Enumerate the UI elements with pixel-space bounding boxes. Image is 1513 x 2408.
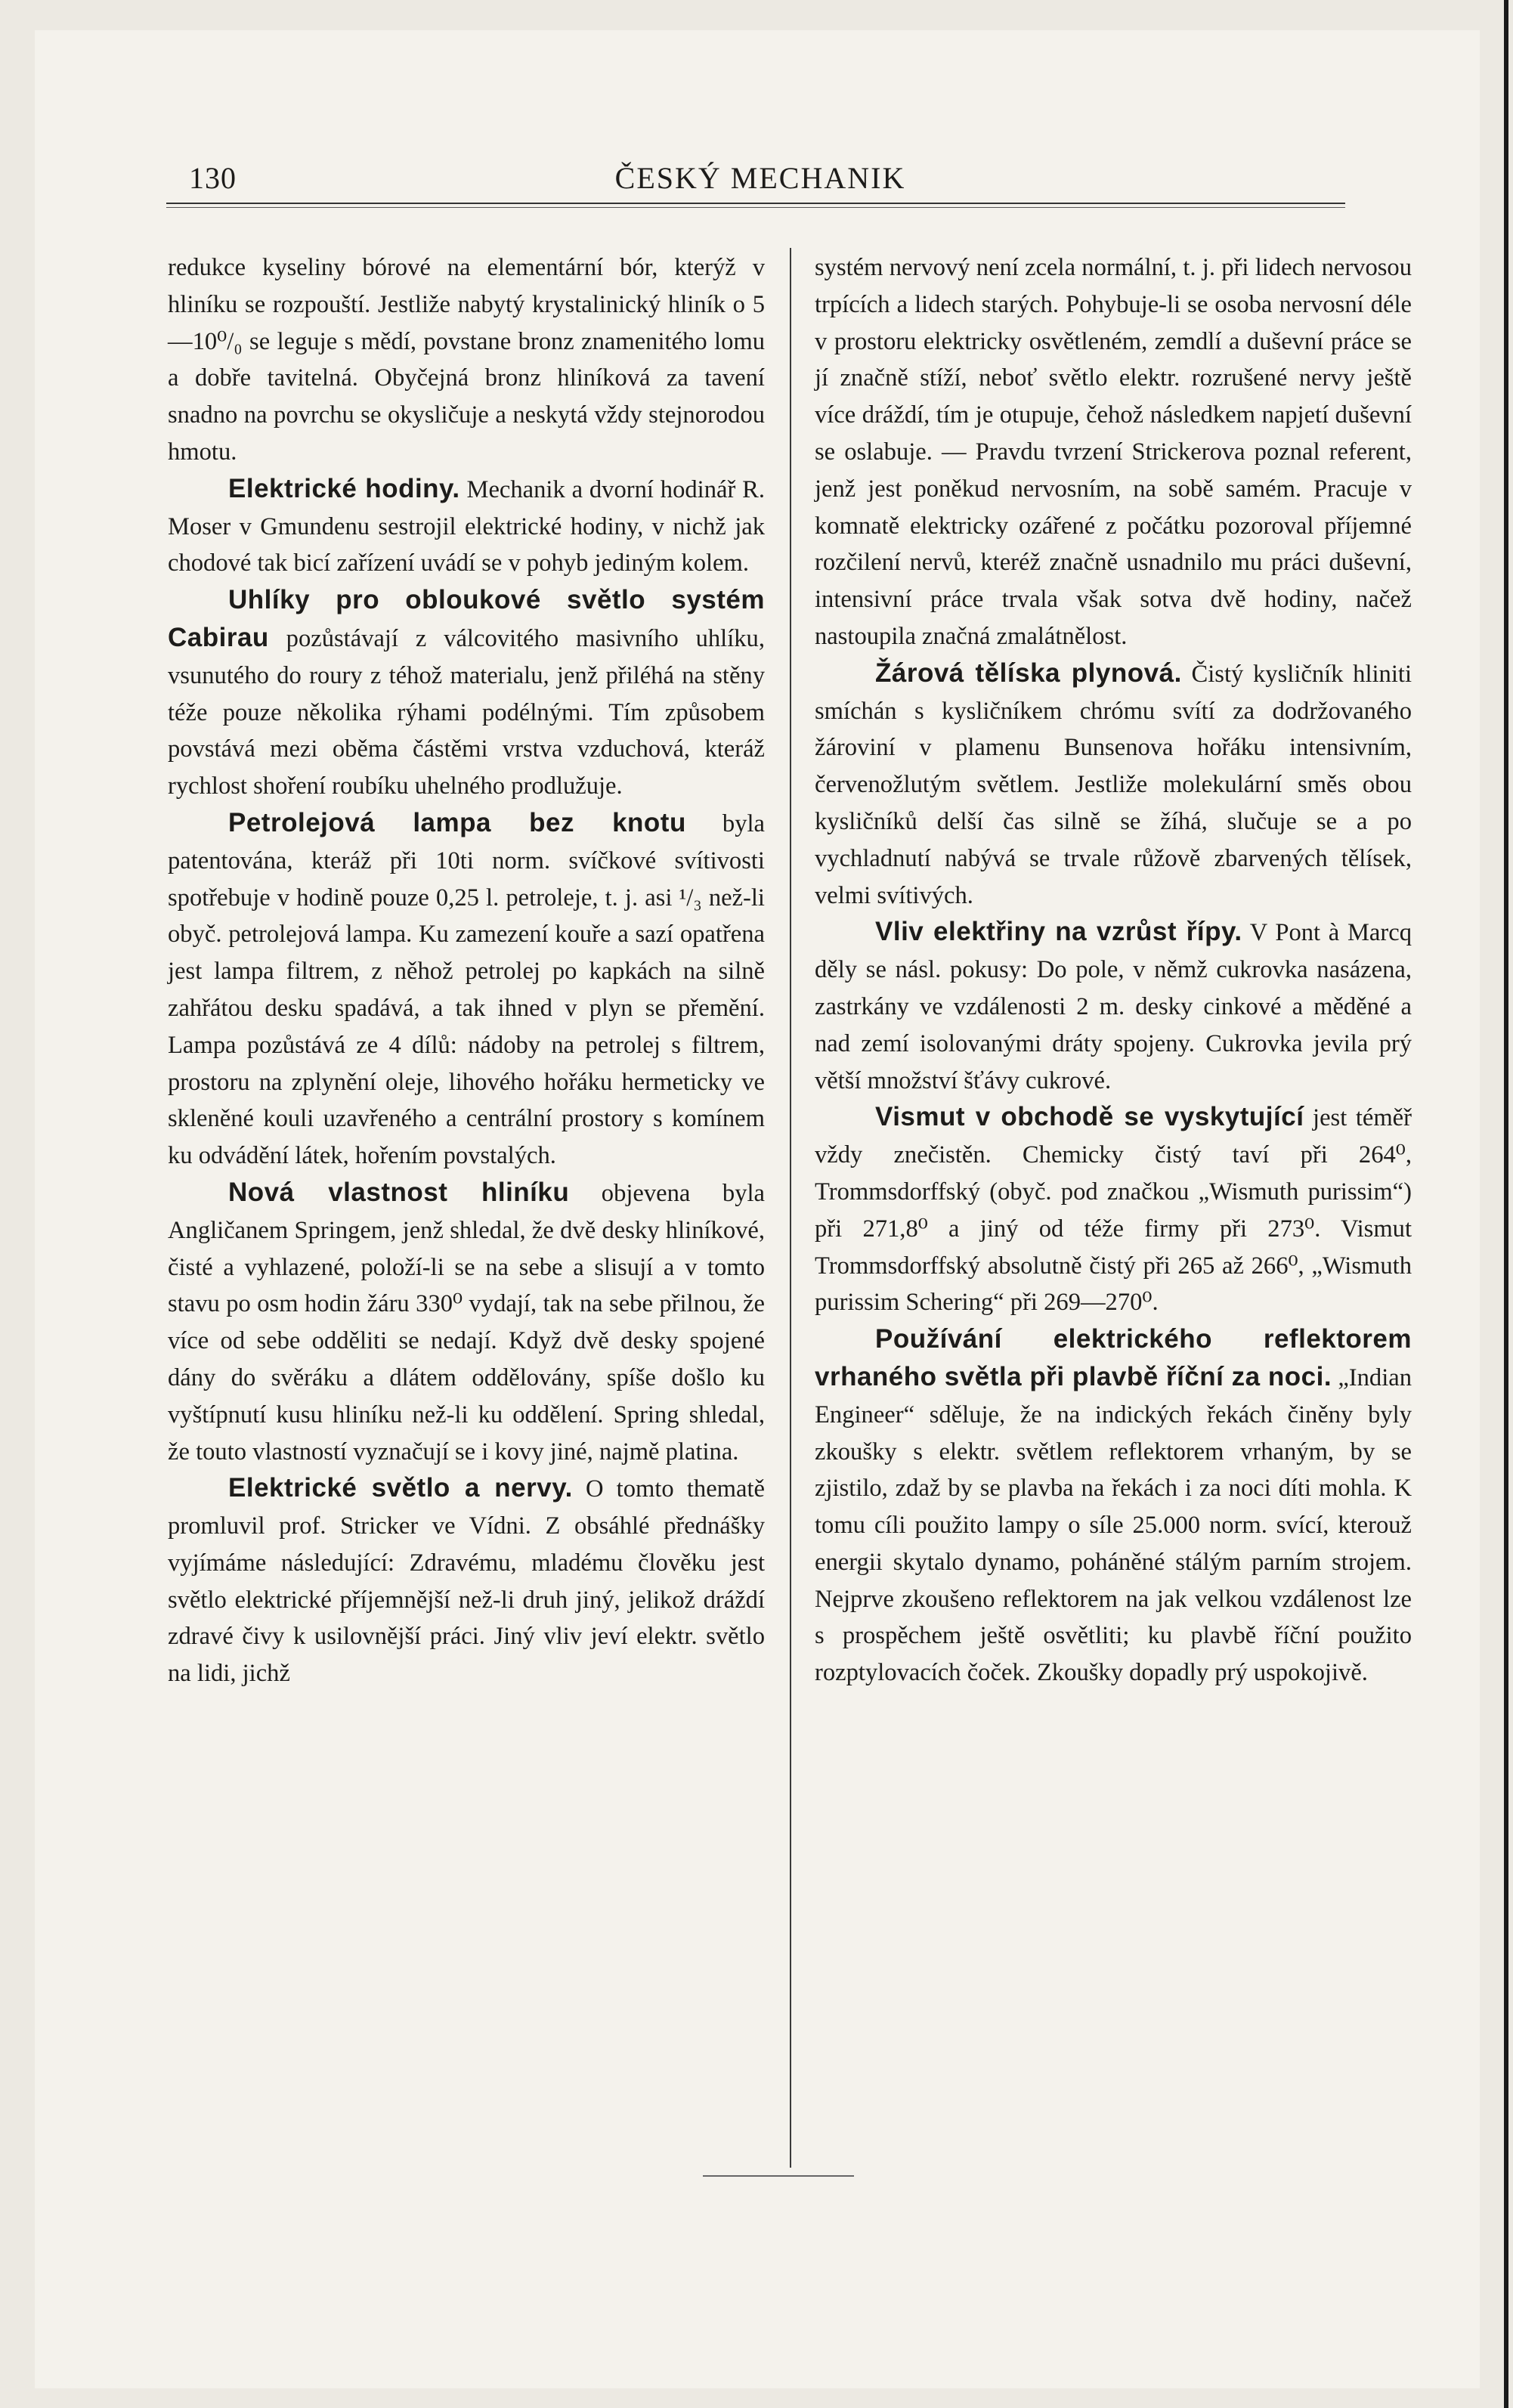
paragraph xyxy=(815,1099,1412,1321)
running-title: ČESKÝ MECHANIK xyxy=(614,161,906,195)
page-header xyxy=(178,160,1342,206)
paragraph-text: V Pont à Marcq děly se násl. pokusy: Do pole, v němž cukrovka nasázena, zastrkány ve vzdálenosti 2 m. desky cinkové a měděné a nad zemí isolovanými dráty spojeny. Cukrovka jevila prý větší množství šťávy cukrové. xyxy=(815,919,1412,1094)
section-heading: Používání elektrického reflektorem vrhaného světla při plavbě říční za noci. xyxy=(815,1324,1412,1391)
paragraph xyxy=(168,582,765,805)
paragraph xyxy=(168,805,765,1175)
section-heading: Žárová tělíska plynová. xyxy=(875,658,1182,688)
header-rule xyxy=(166,203,1345,208)
paragraph-text: jest téměř vždy znečistěn. Chemicky čistý taví při 264⁰, Trommsdorffský (obyč. pod značkou „Wismuth purissim“) při 271,8⁰ a jiný od téže firmy při 273⁰. Vismut Trommsdorffský absolutně čistý při 265 až 266⁰, „Wismuth purissim Schering“ při 269—270⁰. xyxy=(815,1104,1412,1317)
paragraph-text: redukce kyseliny bórové na elementární bór, kterýž v hliníku se rozpouští. Jestliže nabytý krystalinický hliník o 5—10⁰/₀ se leguje s mědí, povstane bronz znamenitého lomu a dobře tavitelná. Obyčejná bronz hliníková za tavení snadno na povrchu se okysličuje a neskytá vždy stejnorodou hmotu. xyxy=(168,254,765,466)
paragraph xyxy=(815,655,1412,915)
section-heading: Uhlíky pro obloukové světlo systém Cabirau xyxy=(168,585,765,652)
paragraph-text: systém nervový není zcela normální, t. j. při lidech nervosou trpících a lidech starých. Pohybuje-li se osoba nervosní déle v prostoru elektricky osvětleném, zemdlí a duševní práce se jí značně stíží, neboť světlo elektr. rozrušené nervy ještě více dráždí, tím je otupuje, čehož následkem napjetí duševní se oslabuje. — Pravdu tvrzení Strickerova poznal referent, jenž jest poněkud nervosním, na sobě samém. Pracuje v komnatě elektricky ozářené z počátku pozoroval příjemné rozčilení nervů, kteréž značně usnadnilo mu práci duševní, intensivní práce trvala však sotva dvě hodiny, načež nastoupila značná zmalátnělost. xyxy=(815,254,1412,650)
paragraph-text: Čistý kysličník hliniti smíchán s kysličníkem chrómu svítí za dodržovaného žároviní v plamenu Bunsenova hořáku intensivním, červenožlutým světlem. Jestliže molekulární směs obou kysličníků delší čas silně se žíhá, slučuje se a po vychladnutí nabývá se trvale růžově zbarvených tělísek, velmi svítivých. xyxy=(815,660,1412,909)
paragraph-text: Mechanik a dvorní hodinář R. Moser v Gmundenu sestrojil elektrické hodiny, v nichž jak chodové tak bicí zařízení uvádí se v pohyb jediným kolem. xyxy=(168,475,766,577)
paragraph-text: objevena byla Angličanem Springem, jenž shledal, že dvě desky hliníkové, čisté a vyhlazené, položí-li se na sebe a slisují a v tomto stavu po osm hodin žáru 330⁰ vydají, tak na sebe přilnou, že více od sebe odděliti se nedají. Když dvě desky spojené dány do svěráku a dlátem oddělovány, spíše došlo ku vyštípnutí kusu hliníku než-li ku oddělení. Spring shledal, že touto vlastností vyznačují se i kovy jiné, najmě platina. xyxy=(168,1179,765,1466)
right-column xyxy=(815,249,1412,1691)
footer-rule xyxy=(703,2175,854,2177)
paragraph-text: „Indian Engineer“ sděluje, že na indických řekách činěny byly zkoušky s elektr. světlem reflektorem vrhaným, by se zjistilo, zdaž by se plavba na řekách i za noci díti mohla. K tomu cíli použito lampy o síle 25.000 norm. svící, kterouž energii skytalo dynamo, poháněné stálým parním strojem. Nejprve zkoušeno reflektorem na jak velkou vzdálenost lze s prospěchem ještě osvětliti; ku plavbě říční použito rozptylovacích čoček. Zkoušky dopadly prý uspokojivě. xyxy=(815,1363,1412,1687)
paragraph xyxy=(168,1470,765,1692)
section-heading: Petrolejová lampa bez knotu xyxy=(228,807,686,837)
paragraph xyxy=(168,1175,765,1470)
paragraph xyxy=(815,249,1412,655)
section-heading: Elektrické hodiny. xyxy=(228,473,460,503)
section-heading: Nová vlastnost hliníku xyxy=(228,1177,570,1207)
section-heading: Vliv elektřiny na vzrůst řípy. xyxy=(875,917,1242,947)
paragraph xyxy=(168,471,765,582)
paragraph xyxy=(815,914,1412,1099)
column-divider xyxy=(790,248,791,2168)
paragraph-text: O tomto thematě promluvil prof. Stricker ve Vídni. Z obsáhlé přednášky vyjímáme následující: Zdravému, mladému člověku jest světlo elektrické příjemnější než-li druh jiný, jelikož dráždí zdravé čivy k usilovnější práci. Jiný vliv jeví elektr. světlo na lidi, jichž xyxy=(168,1475,765,1688)
page-edge xyxy=(1504,0,1508,2408)
page-number: 130 xyxy=(189,161,237,195)
paragraph-text: byla patentována, kteráž při 10ti norm. svíčkové svítivosti spotřebuje v hodině pouze 0,25 l. petroleje, t. j. asi ¹/₃ než-li obyč. petrolejová lampa. Ku zamezení kouře a sazí opatřena jest lampa filtrem, z něhož petrolej po kapkách na silně zahřátou desku spadává, a tak ihned v plyn se přemění. Lampa pozůstává ze 4 dílů: nádoby na petrolej s filtrem, prostoru na zplynění oleje, lihového hořáku hermeticky ve skleněné kouli uzavřeného a centrální prostory s komínem ku odvádění látek, hořením povstalých. xyxy=(168,809,765,1170)
left-column xyxy=(168,249,765,1692)
paragraph xyxy=(168,249,765,471)
paragraph-text: pozůstávají z válcovitého masivního uhlíku, vsunutého do roury z téhož materialu, jenž přiléhá na stěny téže pouze několika rýhami podélnými. Tím způsobem povstává mezi oběma částěmi vrstva vzduchová, kteráž rychlost shoření roubíku uhelného prodlužuje. xyxy=(168,624,765,800)
paragraph xyxy=(815,1321,1412,1691)
section-heading: Elektrické světlo a nervy. xyxy=(228,1473,573,1503)
section-heading: Vismut v obchodě se vyskytující xyxy=(875,1102,1304,1132)
